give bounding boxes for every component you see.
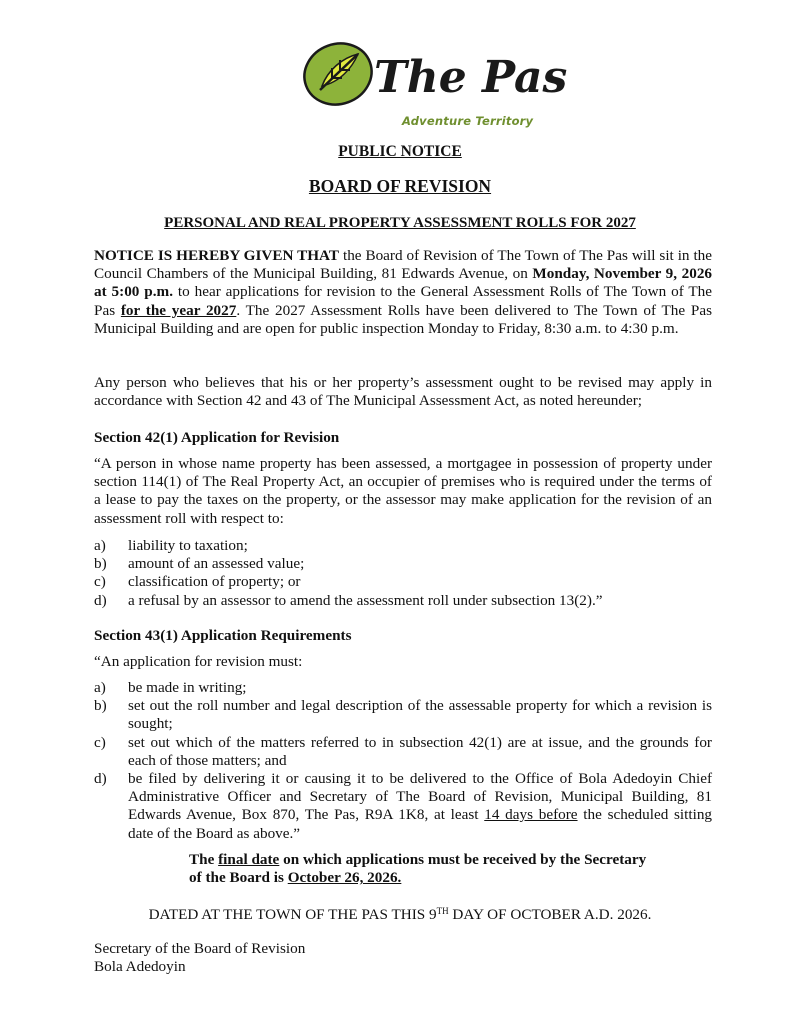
list-item [94,770,712,843]
list-item-label: b) [94,555,107,573]
final-date-label: final date [218,851,280,868]
list-item-text: a refusal by an assessor to amend the assessment roll under subsection 13(2).” [128,591,603,609]
list-item [94,537,712,555]
final-text-1: The [189,851,219,868]
final-date-value: October 26, 2026. [287,869,402,887]
list-item-text: classification of property; or [128,573,301,591]
section-43-list [94,679,712,843]
notice-text-2: to hear applications for revision to the General Assessment Rolls of The Town of The Pas [94,283,712,319]
notice-lead: NOTICE IS HEREBY GIVEN THAT [94,247,340,264]
list-item [94,573,712,591]
list-item-label: d) [94,770,107,788]
logo-wordmark: The Pas [374,52,568,103]
signature-name: Bola Adedoyin [94,958,186,976]
public-notice-heading: PUBLIC NOTICE [338,143,462,160]
logo-tagline: Adventure Territory [402,114,534,128]
list-item [94,697,712,733]
hearing-date: Monday, November 9, 2026 at 5:00 p.m. [94,265,713,301]
list-item [94,592,712,610]
list-item-text: be made in writing; [128,679,247,696]
list-item-text: liability to taxation; [128,537,248,554]
assessment-year: for the year 2027 [120,301,237,319]
board-of-revision-title: BOARD OF REVISION [308,176,492,196]
signature-title: Secretary of the Board of Revision [94,940,306,957]
section-42-heading: Section 42(1) Application for Revision [94,429,340,446]
list-item-text: set out the roll number and legal description of the assessable property for which a revision is sought; [128,697,712,733]
list-item-text: set out which of the matters referred to in subsection 42(1) are at issue, and the grounds for each of those matters; and [128,733,712,769]
list-item-label: d) [94,591,107,609]
signature-block [94,940,305,976]
filing-text-pre: be filed by delivering it or causing it to be delivered to the Office of Bola Adedoyin Chief Administrative Officer and Secretary of The Board of Revision, Municipal Building, 81 Edwards Avenue, Box 870, The Pas, R9A 1K8, at least [128,770,712,824]
section-43-heading: Section 43(1) Application Requirements [94,627,352,644]
final-date-notice [189,851,649,887]
final-text-2: on which applications must be received by the Secretary of the Board is [189,851,647,887]
notice-text-3: . The 2027 Assessment Rolls have been delivered to The Town of The Pas Municipal Building and are open for public inspection Monday to Friday, 8:30 a.m. to 4:30 p.m. [94,301,712,337]
list-item-label: a) [94,679,106,696]
list-item-label: c) [94,573,106,591]
list-item-text [128,770,712,843]
section-42-list [94,537,712,610]
dated-text-post: DAY OF OCTOBER A.D. 2026. [448,906,652,923]
list-item-label: c) [94,733,106,751]
list-item [94,555,712,573]
list-item-label: b) [94,697,107,715]
list-item [94,734,712,770]
list-item-label: a) [94,537,106,554]
section-42-text: “A person in whose name property has been assessed, a mortgagee in possession of property under section 114(1) of The Real Property Act, an occupier of premises who is required under the terms of a lease to pay the taxes on the property, or the assessor may make application for the revision of an assessment roll with respect to: [94,455,712,527]
list-item-text: amount of an assessed value; [128,555,305,573]
notice-text-1: the Board of Revision of The Town of The Pas will sit in the Council Chambers of the Municipal Building, 81 Edwards Avenue, on [94,247,712,283]
dated-text-pre: DATED AT THE TOWN OF THE PAS THIS 9 [148,906,437,923]
assessment-rolls-subtitle: PERSONAL AND REAL PROPERTY ASSESSMENT ROLLS FOR 2027 [164,215,636,231]
filing-text-post: the scheduled sitting date of the Board as above.” [128,806,713,842]
dated-line [0,906,800,924]
dated-superscript: TH [436,906,449,916]
section-43-text: “An application for revision must: [94,653,303,670]
notice-paragraph [94,247,712,338]
filing-deadline-days: 14 days before [484,806,578,824]
eligibility-paragraph: Any person who believes that his or her property’s assessment ought to be revised may apply in accordance with Section 42 and 43 of The Municipal Assessment Act, as noted hereunder; [94,374,712,410]
list-item [94,679,712,697]
